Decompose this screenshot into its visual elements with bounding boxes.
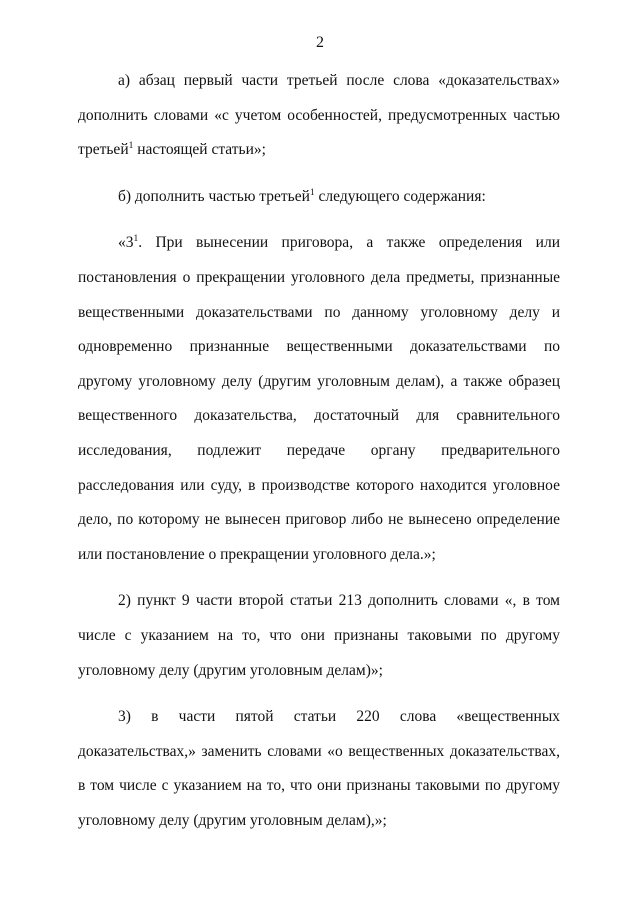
paragraph-a-text: а) абзац первый части третьей после слова «доказательствах» дополнить словами «с учетом особенностей, предусмотренных частью третьей <box>78 72 560 159</box>
paragraph-b <box>78 180 560 215</box>
superscript: 1 <box>133 234 139 245</box>
page-number: 2 <box>316 34 324 51</box>
paragraph-item-2: 2) пункт 9 части второй статьи 213 дополнить словами «, в том числе с указанием на то, что они признаны таковыми по другому уголовному делу (другим уголовным делам)»; <box>78 592 560 679</box>
paragraph-item-3: 3) в части пятой статьи 220 слова «вещественных доказательствах,» заменить словами «о вещественных доказательствах, в том числе с указанием на то, что они признаны таковыми по другому уголовному делу (другим уголовным делам),»; <box>78 708 560 829</box>
paragraph-b-text-end: следующего содержания: <box>314 187 486 205</box>
superscript: 1 <box>309 187 315 198</box>
paragraph-a-text-end: настоящей статьи»; <box>133 141 266 159</box>
superscript: 1 <box>128 141 134 152</box>
document-body <box>78 64 560 838</box>
paragraph-a <box>78 64 560 168</box>
paragraph-quote-3-1 <box>78 226 560 572</box>
quote-3-1-start: «3 <box>118 234 134 252</box>
quote-3-1-text: . При вынесении приговора, а также определения или постановления о прекращении уголовного дела предметы, признанные вещественными доказательствами по данному уголовному делу и одновременно признанные вещественными доказательствами по другому уголовному делу (другим уголовным делам), а также образец вещественного доказательства, достаточный для сравнительного исследования, подлежит передаче органу предварительного расследования или суду, в производстве которого находится уголовное дело, по которому не вынесен приговор либо не вынесено определение или постановление о прекращении уголовного дела.»; <box>78 234 560 563</box>
paragraph-b-text: б) дополнить частью третьей <box>118 187 310 205</box>
